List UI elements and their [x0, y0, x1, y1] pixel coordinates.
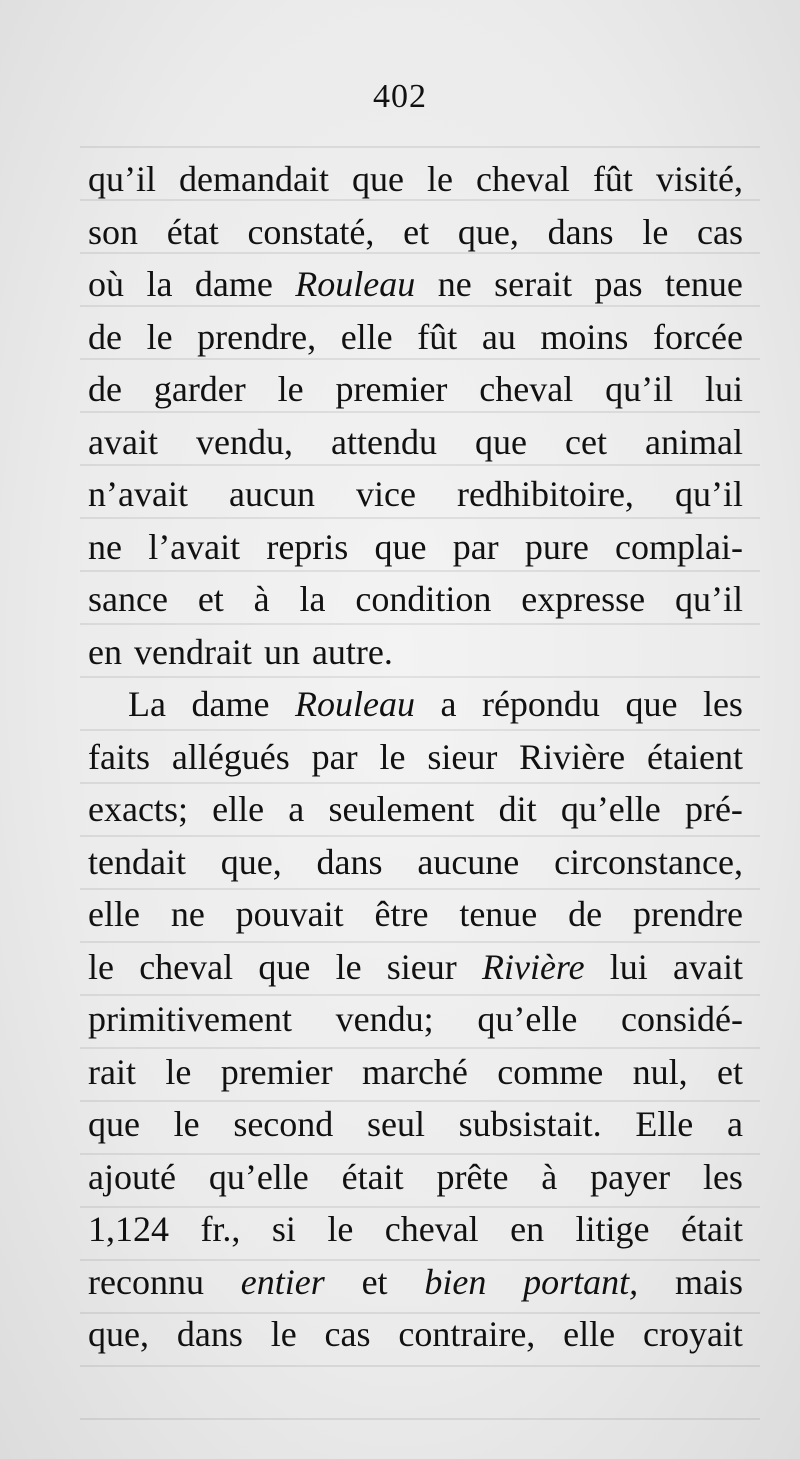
word: prête	[436, 1156, 509, 1197]
word: et	[197, 579, 224, 619]
word: avait	[673, 946, 743, 987]
text-line	[88, 888, 743, 941]
word: premier	[335, 369, 448, 409]
word: elle	[340, 316, 393, 357]
word: faits	[88, 736, 150, 777]
text-line	[88, 416, 743, 469]
word: les	[702, 684, 743, 724]
word: qu’il	[88, 159, 156, 199]
word: ne	[88, 526, 122, 567]
word: qu’elle	[560, 789, 661, 829]
word: et	[403, 211, 430, 252]
word: elle	[212, 789, 265, 829]
word: le	[642, 211, 669, 252]
word: Rivière	[519, 736, 626, 777]
word: qu’il	[674, 474, 743, 514]
text-line	[88, 783, 743, 836]
word: elle	[563, 1314, 616, 1354]
word: circonstance,	[554, 841, 743, 882]
word: le	[146, 316, 173, 357]
word: avait	[88, 421, 158, 462]
word: que,	[457, 211, 519, 252]
word: pas	[594, 264, 643, 304]
word: croyait	[642, 1314, 743, 1354]
word: a	[440, 684, 457, 724]
text-line	[88, 1098, 743, 1151]
word: qu’elle	[208, 1156, 309, 1197]
word: seul	[366, 1104, 425, 1144]
word: exacts;	[88, 789, 188, 829]
word: rait	[88, 1051, 136, 1092]
word: le	[277, 369, 304, 409]
word: qu’elle	[477, 999, 578, 1039]
word: que	[625, 684, 678, 724]
text-line	[88, 363, 743, 416]
word: prendre,	[197, 316, 317, 357]
word: fût	[592, 159, 633, 199]
word: subsistait.	[458, 1104, 602, 1144]
word: vendrait	[133, 631, 252, 672]
word: était	[680, 1209, 743, 1249]
word: tenue	[664, 264, 743, 304]
text-line	[88, 573, 743, 626]
word: cheval	[384, 1209, 479, 1249]
word: lui	[704, 369, 743, 409]
text-line	[88, 1046, 743, 1099]
word: cheval	[475, 159, 570, 199]
word: prendre	[633, 894, 743, 934]
word: dame	[191, 684, 270, 724]
word: pré-	[684, 789, 743, 829]
word: a	[288, 789, 305, 829]
word: le	[335, 946, 362, 987]
word: le	[165, 1051, 192, 1092]
word: aucune	[417, 841, 520, 882]
word: par	[311, 736, 358, 777]
word: tenue	[459, 894, 538, 934]
text-line	[88, 468, 743, 521]
word: cas	[324, 1314, 371, 1354]
word: le	[426, 159, 453, 199]
word: ne	[170, 894, 205, 934]
text-line	[88, 626, 743, 679]
word: répondu	[481, 684, 600, 724]
word: que	[475, 421, 527, 462]
text-line	[88, 678, 743, 731]
word: constaté,	[247, 211, 375, 252]
word: la	[299, 579, 326, 619]
word: étaient	[647, 736, 743, 777]
word: les	[702, 1156, 743, 1197]
word: Elle	[635, 1104, 694, 1144]
word: que	[374, 526, 427, 567]
word: expresse	[521, 579, 646, 619]
text-line	[88, 258, 743, 311]
word: mais	[674, 1261, 743, 1302]
word: que,	[220, 841, 282, 882]
word: le	[270, 1314, 297, 1354]
word: n’avait	[88, 474, 188, 514]
word: cas	[697, 211, 743, 252]
word: son	[88, 211, 139, 252]
word: vendu;	[335, 999, 434, 1039]
text-line	[88, 311, 743, 364]
word: vendu,	[196, 421, 293, 462]
word: par	[452, 526, 499, 567]
text-line	[88, 836, 743, 889]
word: serait	[494, 264, 573, 304]
word: dans	[547, 211, 614, 252]
word: complai-	[615, 526, 743, 567]
word: que	[88, 1104, 140, 1144]
body-text	[88, 153, 743, 1361]
word: La	[128, 684, 166, 724]
text-line	[88, 1256, 743, 1309]
word: contraire,	[398, 1314, 536, 1354]
word: dit	[498, 789, 537, 829]
word: dans	[316, 841, 383, 882]
word: sieur	[386, 946, 457, 987]
word: si	[271, 1209, 296, 1249]
word: entier	[240, 1261, 325, 1302]
word: que	[258, 946, 311, 987]
word: et	[716, 1051, 743, 1092]
word: 1,124	[88, 1209, 169, 1249]
page-number: 402	[373, 78, 427, 115]
word: ne	[437, 264, 472, 304]
word: pouvait	[235, 894, 344, 934]
text-line	[88, 153, 743, 206]
word: moins	[540, 316, 629, 357]
word: litige	[575, 1209, 650, 1249]
word: cet	[565, 421, 607, 462]
word: aucun	[228, 474, 315, 514]
word: au	[481, 316, 516, 357]
word: lui	[609, 946, 648, 987]
word: Rouleau	[295, 264, 416, 304]
word: en	[88, 631, 122, 672]
word: primitivement	[88, 999, 292, 1039]
text-line	[88, 1151, 743, 1204]
word: être	[374, 894, 429, 934]
word: visité,	[655, 159, 743, 199]
word: comme	[497, 1051, 604, 1092]
word: un	[263, 631, 300, 672]
word: demandait	[179, 159, 329, 199]
word: Rouleau	[294, 684, 415, 724]
word: premier	[220, 1051, 333, 1092]
text-line	[88, 941, 743, 994]
word: tendait	[88, 841, 186, 882]
word: la	[146, 264, 173, 304]
word: de	[88, 369, 122, 409]
word: à	[253, 579, 270, 619]
word: le	[173, 1104, 200, 1144]
word: pure	[524, 526, 589, 567]
text-line	[88, 731, 743, 784]
word: a	[726, 1104, 743, 1144]
word: elle	[88, 894, 140, 934]
word: qu’il	[675, 579, 743, 619]
word: dame	[194, 264, 273, 304]
text-line	[88, 206, 743, 259]
word: le	[327, 1209, 354, 1249]
word: dans	[176, 1314, 243, 1354]
word: le	[88, 946, 114, 987]
text-line	[88, 1203, 743, 1256]
word: attendu	[331, 421, 437, 462]
word: reconnu	[88, 1261, 204, 1302]
word: forcée	[653, 316, 743, 357]
word: où	[88, 264, 124, 304]
text-line	[88, 1308, 743, 1361]
word: condition	[355, 579, 492, 619]
word: et	[361, 1261, 388, 1302]
word: sieur	[427, 736, 498, 777]
word: qu’il	[605, 369, 674, 409]
word: marché	[361, 1051, 468, 1092]
word: fr.,	[200, 1209, 241, 1249]
word: portant,	[523, 1261, 639, 1302]
word: l’avait	[148, 526, 241, 567]
word: payer	[590, 1156, 671, 1197]
word: état	[166, 211, 219, 252]
word: était	[341, 1156, 404, 1197]
text-line	[88, 993, 743, 1046]
word: de	[568, 894, 603, 934]
word: que	[351, 159, 404, 199]
word: allégués	[171, 736, 290, 777]
word: cheval	[479, 369, 574, 409]
text-line	[88, 521, 743, 574]
word: que,	[88, 1314, 149, 1354]
word: de	[88, 316, 122, 357]
word: bien	[424, 1261, 487, 1302]
word: Rivière	[481, 946, 585, 987]
word: autre.	[311, 631, 393, 672]
word: redhibitoire,	[456, 474, 634, 514]
word: repris	[266, 526, 349, 567]
word: second	[233, 1104, 334, 1144]
word: ajouté	[88, 1156, 176, 1197]
word: considé-	[621, 999, 743, 1039]
word: à	[541, 1156, 558, 1197]
word: en	[510, 1209, 545, 1249]
word: fût	[417, 316, 458, 357]
word: le	[379, 736, 406, 777]
word: seulement	[328, 789, 475, 829]
word: sance	[88, 579, 168, 619]
word: garder	[153, 369, 246, 409]
word: animal	[645, 421, 743, 462]
word: vice	[355, 474, 416, 514]
word: nul,	[632, 1051, 688, 1092]
word: cheval	[139, 946, 234, 987]
